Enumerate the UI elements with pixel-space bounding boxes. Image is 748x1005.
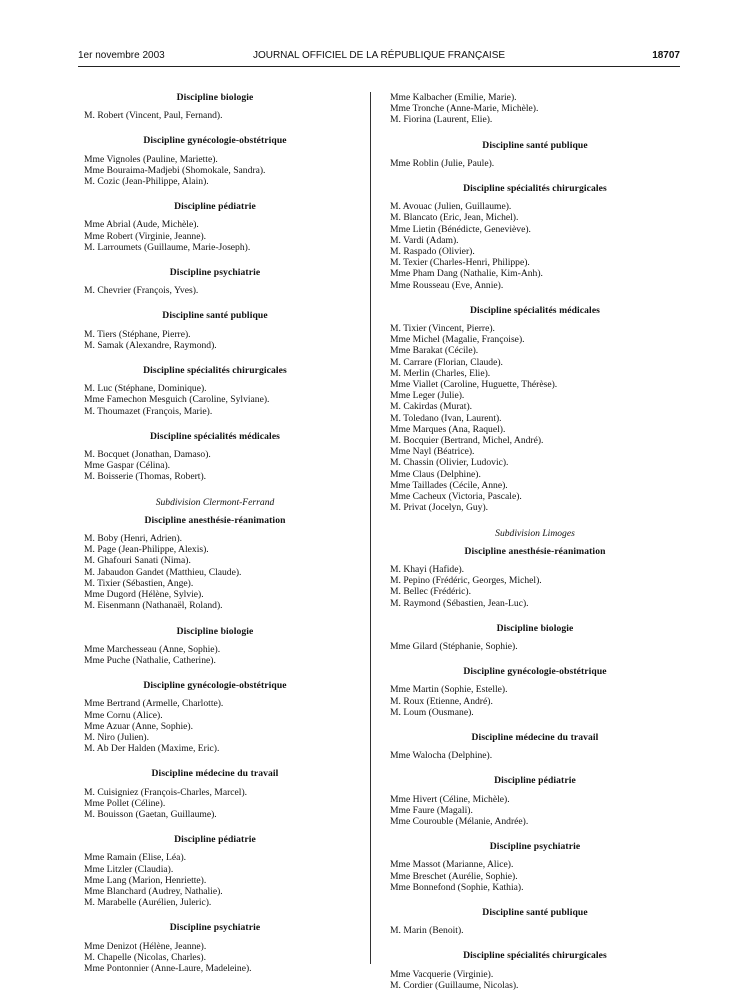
discipline-block: [84, 626, 346, 667]
name-list: [84, 644, 346, 666]
name-entry: M. Roux (Etienne, André).: [390, 695, 493, 707]
discipline-heading: Discipline spécialités chirurgicales: [463, 950, 607, 962]
discipline-block: [84, 834, 346, 908]
name-entry: Mme Kalbacher (Emilie, Marie).: [390, 92, 517, 103]
name-entry: Mme Taillades (Cécile, Anne).: [390, 479, 508, 491]
name-entry: Mme Blanchard (Audrey, Nathalie).: [84, 885, 223, 897]
name-entry: M. Ghafouri Sanati (Nima).: [84, 555, 191, 567]
name-list: [84, 941, 346, 975]
name-entry: M. Tiers (Stéphane, Pierre).: [84, 328, 191, 340]
name-entry: Mme Abrial (Aude, Michèle).: [84, 219, 199, 231]
discipline-block: [390, 907, 680, 936]
subdivision-heading: Subdivision Limoges: [495, 527, 575, 539]
discipline-heading: Discipline gynécologie-obstétrique: [463, 666, 607, 678]
discipline-heading: Discipline psychiatrie: [169, 922, 261, 934]
name-list: [84, 852, 346, 908]
name-list: [390, 201, 680, 291]
name-entry: M. Thoumazet (François, Marie).: [84, 405, 213, 417]
name-list: [390, 641, 680, 652]
name-entry: M. Cuisigniez (François-Charles, Marcel).: [84, 786, 248, 798]
name-entry: M. Avouac (Julien, Guillaume).: [390, 201, 512, 213]
discipline-block: [390, 623, 680, 652]
discipline-heading: Discipline santé publique: [482, 906, 588, 918]
discipline-heading: Discipline pédiatrie: [494, 775, 576, 787]
discipline-block: [84, 135, 346, 187]
discipline-heading: Discipline gynécologie-obstétrique: [143, 135, 287, 147]
discipline-heading: Discipline médecine du travail: [151, 768, 279, 780]
name-entry: Mme Tronche (Anne-Marie, Michèle).: [390, 103, 539, 115]
name-list: [84, 110, 346, 121]
name-entry: M. Blancato (Eric, Jean, Michel).: [390, 212, 519, 224]
name-entry: M. Samak (Alexandre, Raymond).: [84, 339, 217, 351]
discipline-heading: Discipline pédiatrie: [174, 834, 256, 846]
name-entry: M. Raymond (Sébastien, Jean-Luc).: [390, 597, 529, 609]
discipline-block: [390, 841, 680, 893]
name-entry: M. Bellec (Frédéric).: [390, 586, 471, 598]
discipline-block: [390, 732, 680, 761]
name-entry: Mme Bertrand (Armelle, Charlotte).: [84, 698, 224, 710]
name-entry: M. Marin (Benoit).: [390, 925, 464, 937]
left-column: [84, 92, 346, 988]
name-entry: Mme Lang (Marion, Henriette).: [84, 874, 207, 886]
name-entry: Mme Pontonnier (Anne-Laure, Madeleine).: [84, 962, 252, 974]
name-entry: M. Fiorina (Laurent, Elie).: [390, 114, 493, 126]
name-entry: M. Privat (Jocelyn, Guy).: [390, 502, 489, 514]
name-entry: Mme Ramain (Elise, Léa).: [84, 852, 187, 864]
name-entry: M. Texier (Charles-Henri, Philippe).: [390, 257, 530, 269]
discipline-heading: Discipline spécialités chirurgicales: [463, 183, 607, 195]
name-list: [390, 684, 680, 718]
name-entry: M. Robert (Vincent, Paul, Fernand).: [84, 110, 223, 122]
page-number: 18707: [652, 50, 680, 61]
right-column: [390, 92, 680, 1005]
page-header: [78, 50, 680, 66]
discipline-heading: Discipline gynécologie-obstétrique: [143, 680, 287, 692]
name-entry: M. Niro (Julien).: [84, 731, 150, 743]
discipline-block: [84, 365, 346, 417]
name-entry: Mme Cacheux (Victoria, Pascale).: [390, 491, 522, 503]
name-entry: Mme Bouraima-Madjebi (Shomokale, Sandra).: [84, 164, 266, 176]
name-entry: Mme Vignoles (Pauline, Mariette).: [84, 153, 218, 165]
name-entry: Mme Hivert (Céline, Michèle).: [390, 793, 510, 805]
name-entry: Mme Rousseau (Eve, Annie).: [390, 279, 504, 291]
name-entry: Mme Breschet (Aurélie, Sophie).: [390, 870, 518, 882]
discipline-block: [84, 310, 346, 351]
name-list: [84, 154, 346, 188]
discipline-block: [390, 305, 680, 514]
name-entry: Mme Marques (Ana, Raquel).: [390, 423, 506, 435]
name-entry: M. Loum (Ousmane).: [390, 706, 474, 718]
name-entry: Mme Faure (Magali).: [390, 804, 473, 816]
discipline-heading: Discipline anesthésie-réanimation: [144, 514, 286, 526]
discipline-block: [390, 546, 680, 609]
discipline-heading: Discipline spécialités chirurgicales: [143, 365, 287, 377]
name-list: [84, 329, 346, 351]
name-entry: Mme Gaspar (Célina).: [84, 460, 171, 472]
name-entry: Mme Dugord (Hélène, Sylvie).: [84, 589, 204, 601]
name-entry: M. Bocquet (Jonathan, Damaso).: [84, 449, 211, 461]
header-rule: [78, 66, 680, 67]
name-entry: M. Merlin (Charles, Elie).: [390, 367, 491, 379]
name-entry: Mme Litzler (Claudia).: [84, 863, 174, 875]
name-list: [84, 383, 346, 417]
name-list: [390, 564, 680, 609]
journal-title: JOURNAL OFFICIEL DE LA RÉPUBLIQUE FRANÇAISE: [252, 50, 506, 61]
name-entry: M. Raspado (Olivier).: [390, 246, 475, 258]
name-entry: Mme Famechon Mesguich (Caroline, Sylviane).: [84, 394, 270, 406]
discipline-block: [84, 201, 346, 253]
discipline-heading: Discipline pédiatrie: [174, 201, 256, 213]
name-entry: Mme Michel (Magalie, Françoise).: [390, 334, 525, 346]
name-entry: Mme Azuar (Anne, Sophie).: [84, 720, 193, 732]
name-entry: M. Luc (Stéphane, Dominique).: [84, 383, 207, 395]
discipline-block: [390, 775, 680, 827]
name-entry: M. Toledano (Ivan, Laurent).: [390, 412, 502, 424]
name-entry: M. Eisenmann (Nathanaël, Roland).: [84, 600, 223, 612]
name-entry: M. Tixier (Vincent, Pierre).: [390, 323, 495, 335]
discipline-heading: Discipline biologie: [176, 92, 254, 103]
subdivision-block: [84, 497, 346, 508]
discipline-heading: Discipline spécialités médicales: [149, 430, 281, 442]
name-entry: M. Cakirdas (Murat).: [390, 401, 473, 413]
name-entry: M. Boby (Henri, Adrien).: [84, 533, 183, 545]
name-entry: Mme Claus (Delphine).: [390, 468, 481, 480]
name-entry: Mme Pollet (Céline).: [84, 797, 166, 809]
name-entry: Mme Bonnefond (Sophie, Kathia).: [390, 881, 524, 893]
name-entry: M. Boisserie (Thomas, Robert).: [84, 471, 207, 483]
name-entry: M. Larroumets (Guillaume, Marie-Joseph).: [84, 241, 251, 253]
name-entry: M. Vardi (Adam).: [390, 234, 459, 246]
name-list: [84, 219, 346, 253]
name-list: [84, 449, 346, 483]
discipline-block: [84, 267, 346, 296]
subdivision-heading: Subdivision Clermont-Ferrand: [155, 496, 275, 508]
discipline-heading: Discipline spécialités médicales: [469, 304, 601, 316]
name-list: [390, 969, 680, 991]
discipline-heading: Discipline médecine du travail: [471, 731, 599, 743]
name-entry: M. Chevrier (François, Yves).: [84, 285, 199, 297]
name-entry: Mme Viallet (Caroline, Huguette, Thérèse).: [390, 379, 558, 391]
discipline-block: [390, 183, 680, 291]
name-entry: Mme Nayl (Béatrice).: [390, 446, 475, 458]
name-entry: M. Bouisson (Gaetan, Guillaume).: [84, 808, 217, 820]
name-list: [390, 925, 680, 936]
name-entry: M. Marabelle (Aurélien, Juleric).: [84, 897, 212, 909]
name-list: [390, 158, 680, 169]
discipline-heading: Discipline psychiatrie: [169, 267, 261, 279]
name-list: [84, 533, 346, 611]
name-entry: M. Chassin (Olivier, Ludovic).: [390, 457, 509, 469]
name-entry: Mme Lietin (Bénédicte, Geneviève).: [390, 223, 531, 235]
name-entry: M. Chapelle (Nicolas, Charles).: [84, 951, 207, 963]
subdivision-block: [390, 528, 680, 539]
name-entry: Mme Courouble (Mélanie, Andrée).: [390, 815, 529, 827]
name-list: [390, 323, 680, 513]
name-entry: M. Cordier (Guillaume, Nicolas).: [390, 979, 519, 991]
name-entry: M. Khayi (Hafide).: [390, 563, 465, 575]
publication-date: 1er novembre 2003: [78, 50, 165, 61]
discipline-block: [390, 950, 680, 991]
name-entry: Mme Massot (Marianne, Alice).: [390, 859, 514, 871]
name-entry: Mme Robert (Virginie, Jeanne).: [84, 230, 207, 242]
name-entry: M. Cozic (Jean-Philippe, Alain).: [84, 176, 209, 188]
discipline-heading: Discipline psychiatrie: [489, 841, 581, 853]
discipline-block: [390, 140, 680, 169]
name-entry: Mme Puche (Nathalie, Catherine).: [84, 654, 216, 666]
name-entry: Mme Walocha (Delphine).: [390, 750, 493, 762]
name-entry: M. Page (Jean-Philippe, Alexis).: [84, 544, 209, 556]
discipline-block: [84, 680, 346, 754]
name-list: [390, 859, 680, 893]
discipline-heading: Discipline biologie: [496, 622, 574, 634]
discipline-heading: Discipline biologie: [176, 625, 254, 637]
name-entry: Mme Pham Dang (Nathalie, Kim-Anh).: [390, 268, 543, 280]
discipline-block: [84, 431, 346, 483]
name-entry: Mme Marchesseau (Anne, Sophie).: [84, 643, 221, 655]
name-entry: Mme Leger (Julie).: [390, 390, 465, 402]
discipline-heading: Discipline anesthésie-réanimation: [464, 545, 606, 557]
discipline-heading: Discipline santé publique: [482, 139, 588, 151]
name-entry: Mme Denizot (Hélène, Jeanne).: [84, 940, 207, 952]
name-list: [84, 787, 346, 821]
name-entry: Mme Vacquerie (Virginie).: [390, 968, 494, 980]
discipline-block: [390, 92, 680, 126]
discipline-heading: Discipline santé publique: [162, 310, 268, 322]
column-divider: [370, 92, 371, 964]
name-entry: Mme Barakat (Cécile).: [390, 345, 479, 357]
name-entry: M. Jabaudon Gandet (Matthieu, Claude).: [84, 566, 242, 578]
name-list: [390, 92, 680, 126]
name-entry: M. Tixier (Sébastien, Ange).: [84, 577, 194, 589]
discipline-block: [84, 92, 346, 121]
name-list: [84, 285, 346, 296]
name-entry: Mme Cornu (Alice).: [84, 709, 163, 721]
name-list: [390, 794, 680, 828]
discipline-block: [84, 768, 346, 820]
name-list: [390, 750, 680, 761]
name-entry: M. Bocquier (Bertrand, Michel, André).: [390, 435, 544, 447]
discipline-block: [84, 515, 346, 612]
name-list: [84, 698, 346, 754]
name-entry: M. Carrare (Florian, Claude).: [390, 356, 503, 368]
name-entry: M. Ab Der Halden (Maxime, Eric).: [84, 743, 220, 755]
name-entry: Mme Martin (Sophie, Estelle).: [390, 684, 508, 696]
name-entry: Mme Roblin (Julie, Paule).: [390, 157, 495, 169]
discipline-block: [84, 922, 346, 974]
name-entry: M. Pepino (Frédéric, Georges, Michel).: [390, 575, 542, 587]
discipline-block: [390, 666, 680, 718]
name-entry: Mme Gilard (Stéphanie, Sophie).: [390, 640, 518, 652]
